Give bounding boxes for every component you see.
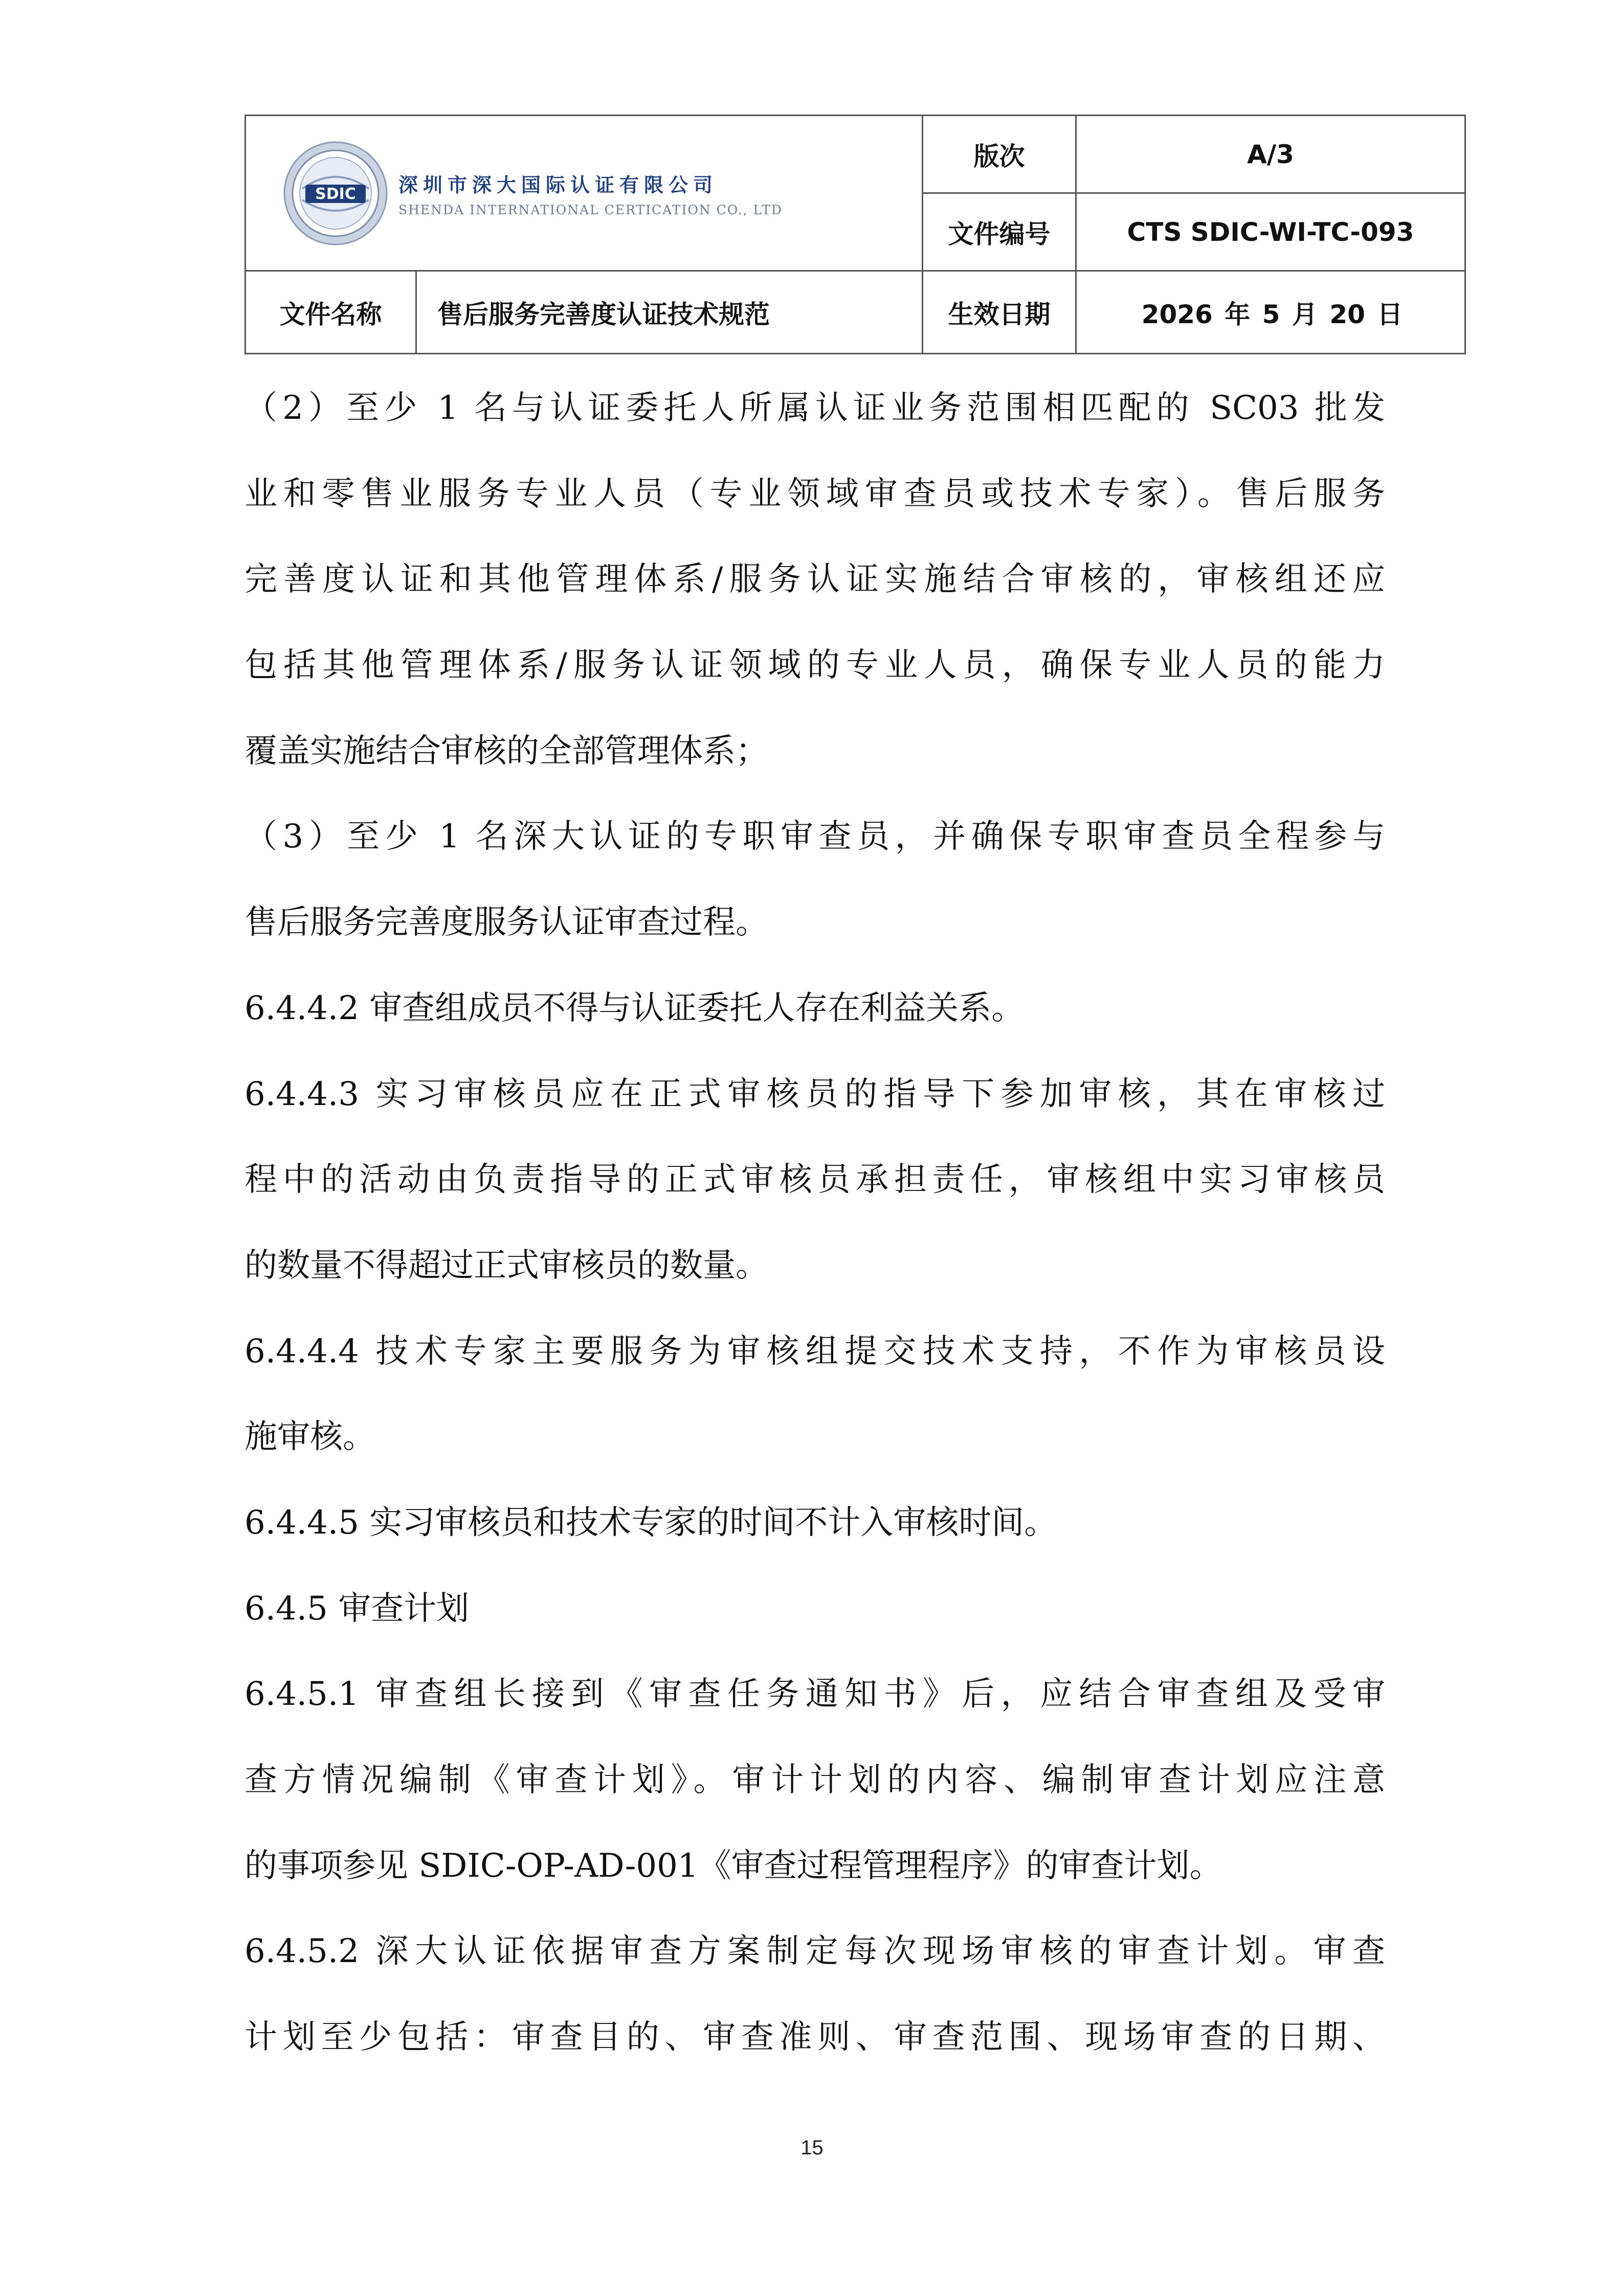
body-line: 的数量不得超过正式审核员的数量。	[244, 1246, 768, 1285]
body-line: 查方情况编制《审查计划》。审计计划的内容、编制审查计划应注意	[244, 1761, 1385, 1799]
sdic-logo-icon	[282, 140, 389, 247]
effective-month: 5	[1262, 299, 1280, 329]
effective-date-value	[1076, 271, 1465, 354]
day-char: 日	[1377, 299, 1403, 329]
body-line: 程中的活动由负责指导的正式审核员承担责任，审核组中实习审核员	[244, 1161, 1385, 1199]
effective-date-label: 生效日期	[923, 271, 1076, 354]
effective-day: 20	[1329, 299, 1365, 329]
doc-name-label: 文件名称	[246, 271, 416, 354]
body-line: 6.4.4.3 实习审核员应在正式审核员的指导下参加审核，其在审核过	[244, 1075, 1385, 1113]
body-line: 覆盖实施结合审核的全部管理体系；	[244, 732, 768, 770]
body-line: 包括其他管理体系/服务认证领域的专业人员，确保专业人员的能力	[244, 646, 1385, 685]
page-number: 15	[800, 2136, 824, 2159]
doc-no-label: 文件编号	[923, 193, 1076, 271]
header-table	[244, 115, 1466, 354]
body-line: 完善度认证和其他管理体系/服务认证实施结合审核的，审核组还应	[244, 560, 1385, 599]
company-name-cn: 深圳市深大国际认证有限公司	[398, 173, 718, 196]
body-line: 业和零售业服务专业人员（专业领域审查员或技术专家）。售后服务	[244, 475, 1385, 513]
doc-no-value: CTS SDIC-WI-TC-093	[1076, 193, 1465, 271]
body-line: 的事项参见 SDIC-OP-AD-001《审查过程管理程序》的审查计划。	[244, 1847, 1222, 1885]
month-char: 月	[1292, 299, 1318, 329]
body-line: 6.4.4.5 实习审核员和技术专家的时间不计入审核时间。	[244, 1503, 1057, 1542]
company-name-en: SHENDA INTERNATIONAL CERTICATION CO., LTD	[398, 202, 783, 217]
version-value: A/3	[1076, 116, 1465, 193]
document-body	[244, 366, 1385, 2081]
section-heading: 6.4.5 审查计划	[244, 1589, 470, 1628]
body-line: 6.4.4.2 审查组成员不得与认证委托人存在利益关系。	[244, 989, 1025, 1027]
document-header	[244, 115, 1464, 353]
version-label: 版次	[923, 116, 1076, 193]
body-line: 施审核。	[244, 1418, 375, 1456]
body-line: 计划至少包括：审查目的、审查准则、审查范围、现场审查的日期、	[244, 2018, 1385, 2057]
body-line: 6.4.5.2 深大认证依据审查方案制定每次现场审核的审查计划。审查	[244, 1932, 1385, 1971]
body-line: 6.4.5.1 审查组长接到《审查任务通知书》后，应结合审查组及受审	[244, 1675, 1385, 1714]
body-line: （3）至少 1 名深大认证的专职审查员，并确保专职审查员全程参与	[244, 818, 1385, 856]
doc-name-value: 售后服务完善度认证技术规范	[416, 271, 923, 354]
year-char: 年	[1225, 299, 1251, 329]
body-line: 6.4.4.4 技术专家主要服务为审核组提交技术支持，不作为审核员设	[244, 1332, 1385, 1370]
body-line: 售后服务完善度服务认证审查过程。	[244, 904, 768, 942]
logo-abbr: SDIC	[315, 185, 356, 203]
logo-cell	[246, 116, 923, 271]
effective-year: 2026	[1141, 299, 1213, 329]
body-line: （2）至少 1 名与认证委托人所属认证业务范围相匹配的 SC03 批发	[244, 389, 1385, 427]
